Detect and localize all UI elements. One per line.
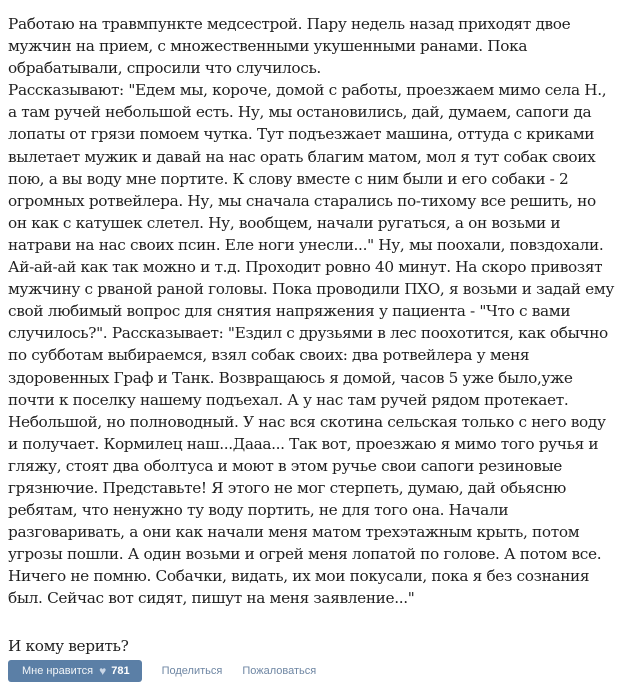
heart-icon: ♥: [99, 664, 107, 678]
report-link[interactable]: Пожаловаться: [242, 665, 317, 677]
post-actions: [8, 661, 614, 681]
like-count: 781: [111, 665, 130, 677]
post-story: Рассказывают: "Едем мы, короче, домой с работы, проезжаем мимо села Н., а там ручей небольшой есть. Ну, мы остановились, дай, думаем, сапоги да лопаты от грязи помоем чутка. Тут подъезжает машина, оттуда с криками вылетает мужик и давай на нас орать благим матом, мол я тут собак своих пою, а вы воду мне портите. К слову вместе с ним были и его собаки - 2 огромных ротвейлера. Ну, мы сначала старались по-тихому все решить, но он как с катушек слетел. Ну, вообщем, начали ругаться, а он возьми и натрави на нас своих псин. Еле ноги унесли..." Ну, мы поохали, повздохали. Ай-ай-ай как так можно и т.д. Проходит ровно 40 минут. На скоро привозят мужчину с рваной раной головы. Пока проводили ПХО, я возьми и задай ему свой любимый вопрос для снятия напряжения у пациента - "Что с вами случилось?". Рассказывает: "Ездил с друзьями в лес поохотится, как обычно по субботам выбираемся, взял собак своих: два ротвейлера у меня здоровенных Граф и Танк. Возвращаюсь я домой, часов 5 уже было,уже почти к поселку нашему подъехал. А у нас там ручей рядом протекает. Небольшой, но полноводный. У нас вся скотина сельская только с него воду и получает. Кормилец наш...Дааа... Так вот, проезжаю я мимо того ручья и гляжу, стоят два оболтуса и моют в этом ручье свои сапоги резиновые грязнючие. Представьте! Я этого не мог стерпеть, думаю, дай обьясню ребятам, что ненужно ту воду портить, не для того она. Начали разговаривать, а они как начали меня матом трехэтажным крыть, потом угрозы пошли. А один возьми и огрей меня лопатой по голове. А потом все. Ничего не помню. Собачки, видать, их мои покусали, пока я без сознания был. Сейчас вот сидят, пишут на меня заявление...": [8, 81, 614, 608]
post-question: И кому верить?: [8, 636, 129, 655]
post-intro: Работаю на травмпункте медсестрой. Пару недель назад приходят двое мужчин на прием, с множественными укушенными ранами. Пока обрабатывали, спросили что случилось.: [8, 15, 571, 78]
post-body: [8, 13, 614, 657]
like-button[interactable]: [8, 660, 142, 682]
like-label: Мне нравится: [22, 665, 94, 677]
share-link[interactable]: Поделиться: [161, 665, 223, 677]
